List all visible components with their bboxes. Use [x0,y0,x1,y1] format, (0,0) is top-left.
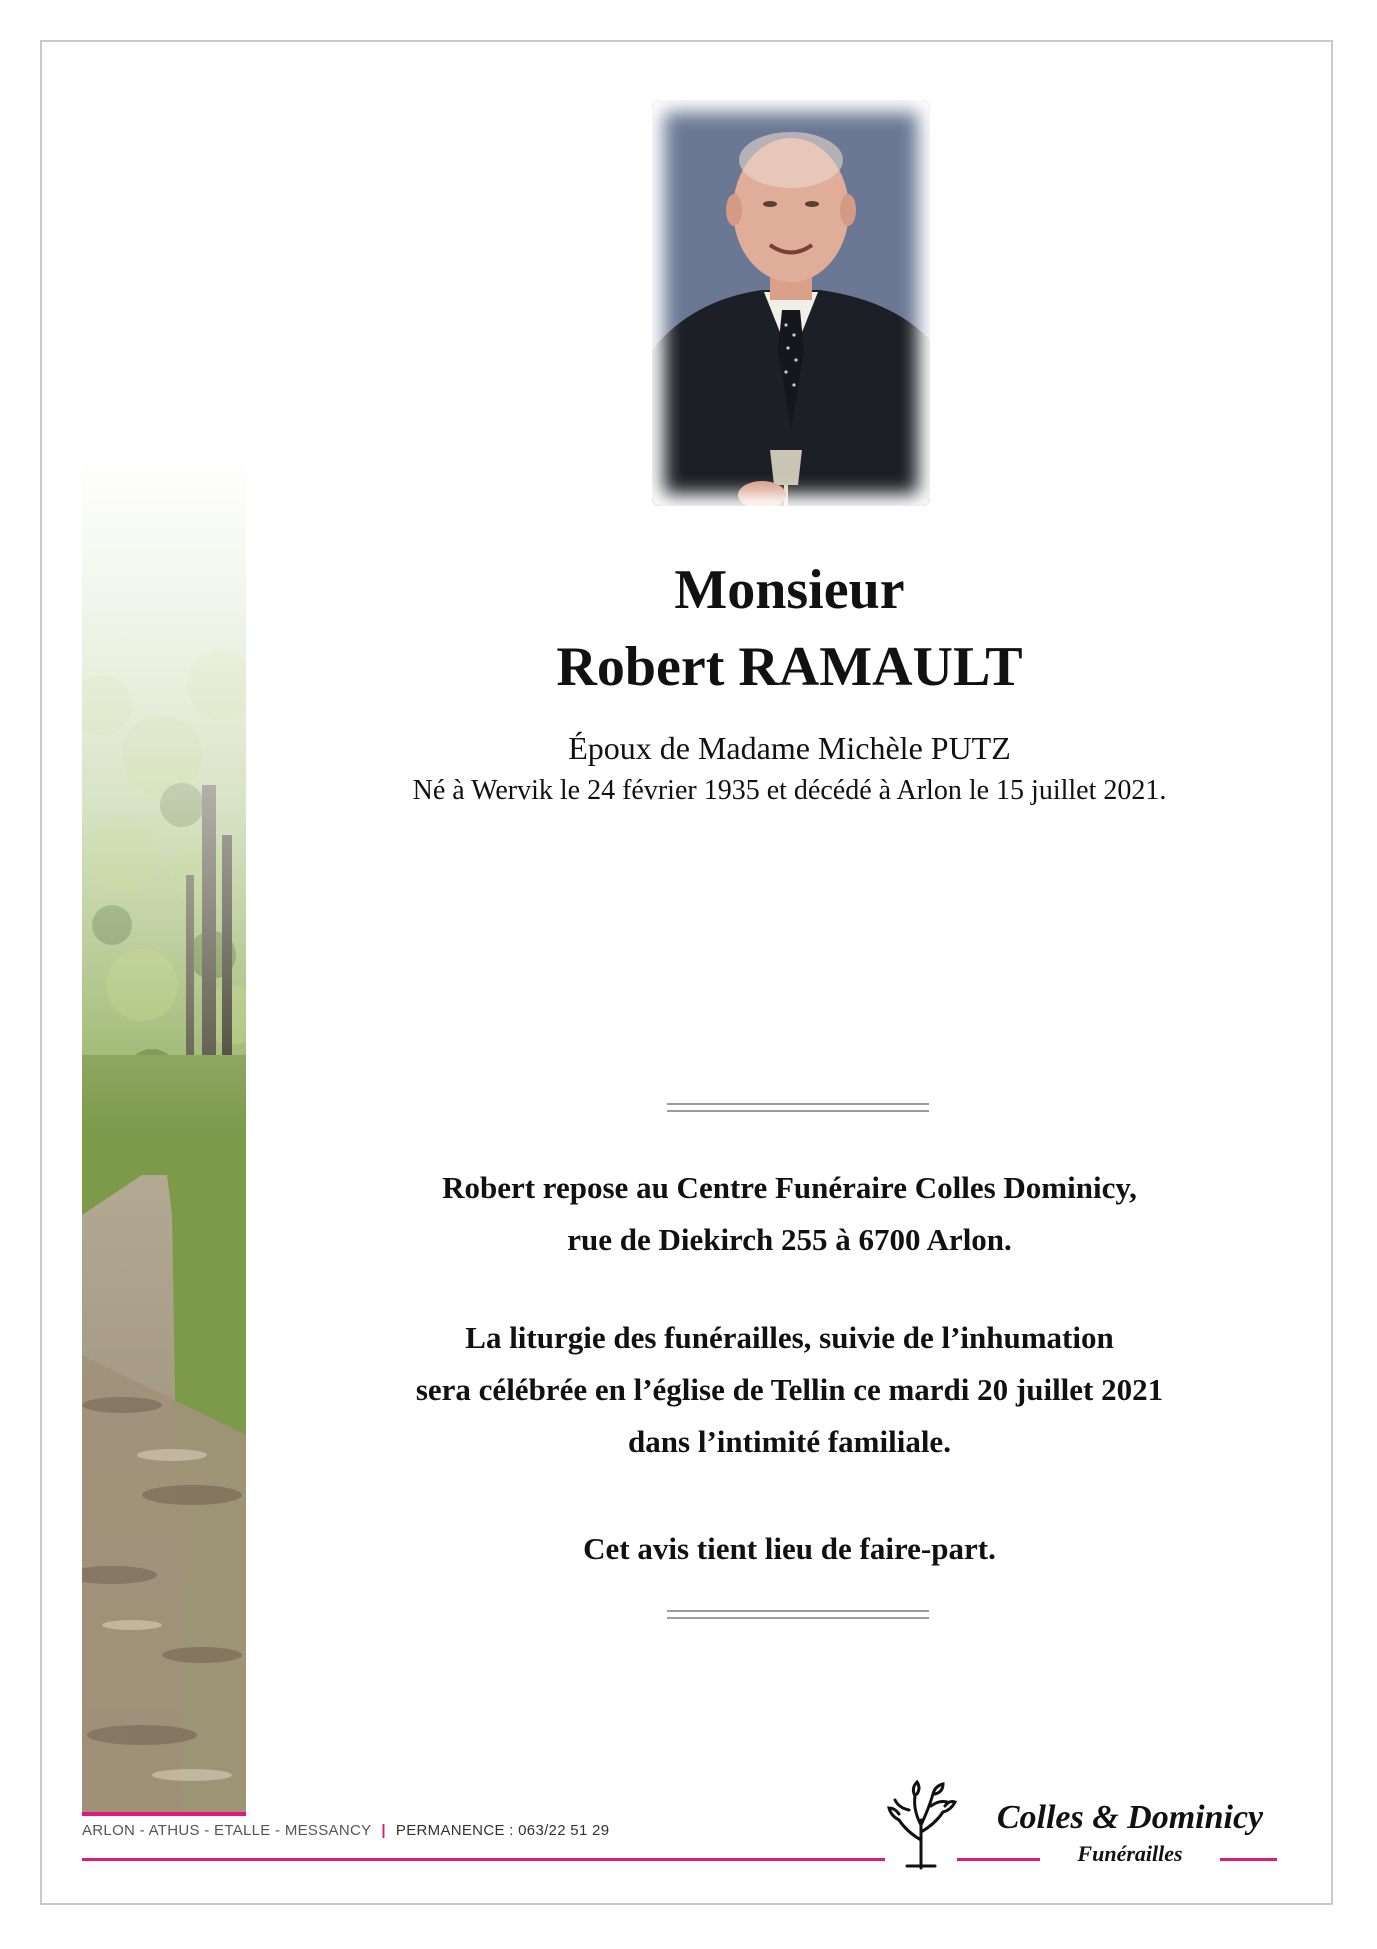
liturgy-text [246,1312,1333,1468]
deceased-name: Robert RAMAULT [556,636,1023,698]
spouse-line: Époux de Madame Michèle PUTZ [568,730,1011,766]
accent-bar [82,1812,246,1816]
liturgy-line-1: La liturgie des funérailles, suivie de l’inhumation [465,1320,1114,1355]
logo-subtitle: Funérailles [1040,1841,1220,1867]
rest-line-1: Robert repose au Centre Funéraire Colles Dominicy, [442,1170,1137,1205]
divider-top [667,1103,929,1112]
portrait-photo [652,100,930,506]
birth-death-line: Né à Wervik le 24 février 1935 et décédé à Arlon le 15 juillet 2021. [412,775,1167,806]
forest-path-image [82,455,246,1815]
liturgy-line-2: sera célébrée en l’église de Tellin ce mardi 20 juillet 2021 [415,1372,1164,1407]
footer-locations: ARLON - ATHUS - ETALLE - MESSANCY [82,1822,372,1839]
honorific: Monsieur [674,559,905,621]
resting-place-text [246,1162,1333,1266]
notice-text: Cet avis tient lieu de faire-part. [583,1531,996,1566]
logo-wordmark: Colles & Dominicy [960,1800,1300,1836]
footer-contact [82,1822,609,1839]
tree-icon [885,1780,957,1870]
liturgy-line-3: dans l’intimité familiale. [628,1424,951,1459]
footer-permanence: PERMANENCE : 063/22 51 29 [395,1822,610,1839]
footer-separator: | [381,1822,386,1839]
rest-line-2: rue de Diekirch 255 à 6700 Arlon. [567,1222,1012,1257]
divider-bottom [667,1610,929,1619]
